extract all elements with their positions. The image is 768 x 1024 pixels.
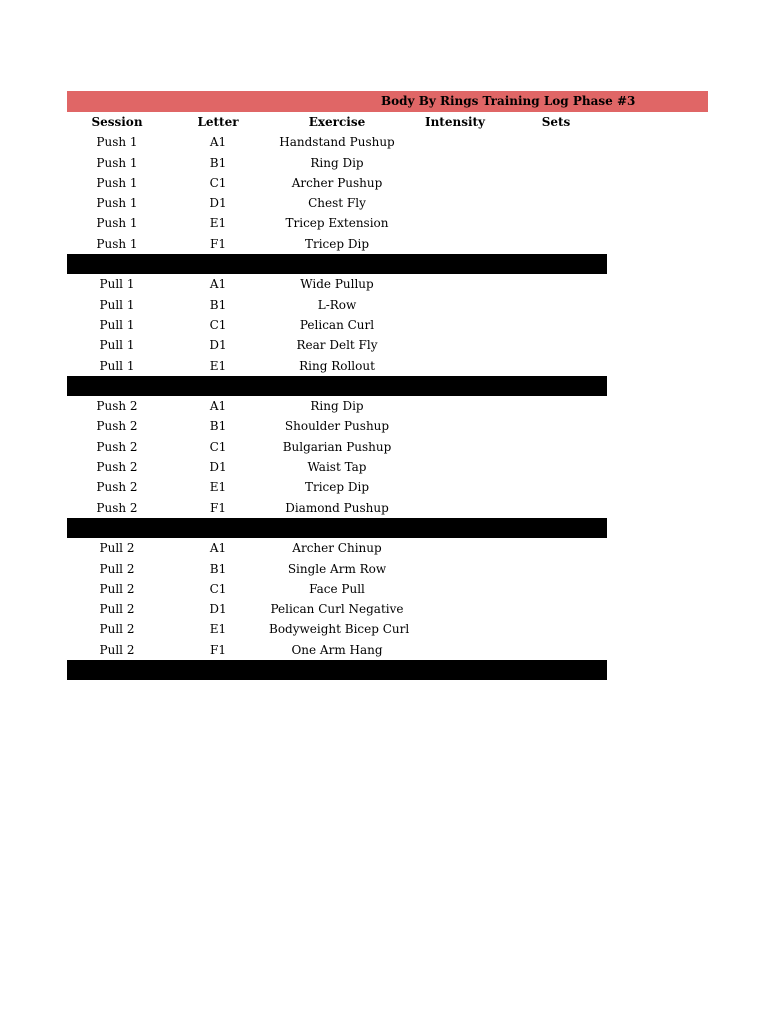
session-cell: Pull 2 <box>99 561 135 576</box>
table-row <box>67 356 607 376</box>
session-cell: Push 1 <box>96 196 138 211</box>
intensity-cell <box>405 416 505 436</box>
sets-cell <box>505 295 607 315</box>
table-row <box>67 477 607 497</box>
table-row <box>67 234 607 254</box>
letter-cell: C1 <box>209 439 227 454</box>
letter-cell: A1 <box>209 541 227 556</box>
block-separator <box>67 254 607 274</box>
letter-cell: B1 <box>209 419 227 434</box>
table-row <box>67 457 607 477</box>
session-cell: Push 2 <box>96 500 138 515</box>
exercise-cell: Pelican Curl Negative <box>270 602 404 617</box>
sets-cell <box>505 599 607 619</box>
sets-cell <box>505 335 607 355</box>
exercise-cell: Bodyweight Bicep Curl <box>269 622 410 637</box>
session-cell: Pull 2 <box>99 581 135 596</box>
exercise-cell: Rear Delt Fly <box>296 338 378 353</box>
session-cell: Push 1 <box>96 216 138 231</box>
exercise-cell: Shoulder Pushup <box>284 419 390 434</box>
intensity-cell <box>405 579 505 599</box>
sets-cell <box>505 132 607 152</box>
table-row <box>67 274 607 294</box>
session-cell: Pull 2 <box>99 541 135 556</box>
table-row <box>67 295 607 315</box>
exercise-cell: Diamond Pushup <box>285 500 389 515</box>
training-log-sheet <box>67 91 708 680</box>
table-row <box>67 315 607 335</box>
sets-cell <box>505 619 607 639</box>
table-row <box>67 396 607 416</box>
session-cell: Push 2 <box>96 439 138 454</box>
letter-cell: D1 <box>209 602 227 617</box>
intensity-cell <box>405 498 505 518</box>
intensity-cell <box>405 640 505 660</box>
session-cell: Push 2 <box>96 399 138 414</box>
table-row <box>67 437 607 457</box>
intensity-cell <box>405 234 505 254</box>
table-row <box>67 640 607 660</box>
letter-cell: E1 <box>209 480 227 495</box>
sets-cell <box>505 213 607 233</box>
sets-cell <box>505 457 607 477</box>
session-cell: Pull 1 <box>99 277 135 292</box>
sets-cell <box>505 234 607 254</box>
table-row <box>67 559 607 579</box>
sets-cell <box>505 173 607 193</box>
exercise-cell: One Arm Hang <box>291 642 383 657</box>
sets-cell <box>505 396 607 416</box>
intensity-cell <box>405 335 505 355</box>
session-cell: Push 1 <box>96 175 138 190</box>
title-bar <box>67 91 708 112</box>
letter-cell: D1 <box>209 338 227 353</box>
session-cell: Pull 2 <box>99 622 135 637</box>
sets-cell <box>505 559 607 579</box>
letter-cell: A1 <box>209 399 227 414</box>
sets-cell <box>505 315 607 335</box>
exercise-cell: Single Arm Row <box>287 561 387 576</box>
intensity-cell <box>405 153 505 173</box>
intensity-cell <box>405 315 505 335</box>
letter-cell: A1 <box>209 277 227 292</box>
letter-cell: B1 <box>209 561 227 576</box>
letter-cell: B1 <box>209 155 227 170</box>
letter-cell: D1 <box>209 460 227 475</box>
session-cell: Push 1 <box>96 155 138 170</box>
exercise-cell: Waist Tap <box>307 460 367 475</box>
session-cell: Push 1 <box>96 135 138 150</box>
sets-cell <box>505 498 607 518</box>
sets-cell <box>505 193 607 213</box>
intensity-cell <box>405 437 505 457</box>
intensity-cell <box>405 559 505 579</box>
intensity-cell <box>405 356 505 376</box>
letter-cell: C1 <box>209 175 227 190</box>
header-session: Session <box>91 115 143 129</box>
letter-cell: C1 <box>209 581 227 596</box>
session-cell: Pull 2 <box>99 602 135 617</box>
intensity-cell <box>405 599 505 619</box>
intensity-cell <box>405 457 505 477</box>
header-exercise: Exercise <box>308 115 366 129</box>
sets-cell <box>505 579 607 599</box>
intensity-cell <box>405 477 505 497</box>
sets-cell <box>505 274 607 294</box>
intensity-cell <box>405 619 505 639</box>
header-row <box>67 112 607 132</box>
intensity-cell <box>405 274 505 294</box>
table-row <box>67 335 607 355</box>
letter-cell: E1 <box>209 216 227 231</box>
header-intensity: Intensity <box>424 115 486 129</box>
table-row <box>67 599 607 619</box>
table-row <box>67 193 607 213</box>
sheet-title: Body By Rings Training Log Phase #3 <box>381 94 636 108</box>
exercise-cell: Handstand Pushup <box>279 135 395 150</box>
sets-cell <box>505 640 607 660</box>
exercise-cell: Archer Pushup <box>291 175 383 190</box>
session-cell: Push 1 <box>96 236 138 251</box>
exercise-cell: Face Pull <box>309 581 365 596</box>
exercise-cell: Wide Pullup <box>300 277 374 292</box>
sets-cell <box>505 538 607 558</box>
letter-cell: D1 <box>209 196 227 211</box>
letter-cell: F1 <box>210 236 226 251</box>
sets-cell <box>505 356 607 376</box>
exercise-cell: Bulgarian Pushup <box>282 439 392 454</box>
exercise-cell: Ring Rollout <box>299 358 375 373</box>
letter-cell: B1 <box>209 297 227 312</box>
intensity-cell <box>405 295 505 315</box>
exercise-cell: Ring Dip <box>310 399 364 414</box>
exercise-cell: Pelican Curl <box>299 317 375 332</box>
header-sets: Sets <box>541 115 571 129</box>
letter-cell: E1 <box>209 622 227 637</box>
table-row <box>67 619 607 639</box>
intensity-cell <box>405 396 505 416</box>
session-cell: Pull 2 <box>99 642 135 657</box>
exercise-cell: Chest Fly <box>308 196 366 211</box>
table-row <box>67 132 607 152</box>
intensity-cell <box>405 132 505 152</box>
exercise-cell: Tricep Dip <box>304 480 370 495</box>
session-cell: Pull 1 <box>99 317 135 332</box>
letter-cell: F1 <box>210 642 226 657</box>
session-cell: Pull 1 <box>99 338 135 353</box>
exercise-cell: Tricep Extension <box>285 216 389 231</box>
table-row <box>67 416 607 436</box>
exercise-cell: Ring Dip <box>310 155 364 170</box>
session-cell: Pull 1 <box>99 358 135 373</box>
sets-cell <box>505 153 607 173</box>
letter-cell: C1 <box>209 317 227 332</box>
sets-cell <box>505 416 607 436</box>
table-row <box>67 538 607 558</box>
sets-cell <box>505 477 607 497</box>
intensity-cell <box>405 173 505 193</box>
intensity-cell <box>405 538 505 558</box>
exercise-cell: Tricep Dip <box>304 236 370 251</box>
table-row <box>67 498 607 518</box>
table-row <box>67 173 607 193</box>
block-separator <box>67 376 607 396</box>
sets-cell <box>505 437 607 457</box>
table-row <box>67 213 607 233</box>
session-cell: Push 2 <box>96 460 138 475</box>
block-separator <box>67 660 607 680</box>
letter-cell: F1 <box>210 500 226 515</box>
intensity-cell <box>405 213 505 233</box>
table-row <box>67 579 607 599</box>
exercise-cell: Archer Chinup <box>292 541 382 556</box>
block-separator <box>67 518 607 538</box>
intensity-cell <box>405 193 505 213</box>
session-cell: Push 2 <box>96 419 138 434</box>
session-cell: Pull 1 <box>99 297 135 312</box>
exercise-cell: L-Row <box>317 297 357 312</box>
session-cell: Push 2 <box>96 480 138 495</box>
header-letter: Letter <box>197 115 239 129</box>
session-blocks <box>67 132 708 680</box>
letter-cell: E1 <box>209 358 227 373</box>
letter-cell: A1 <box>209 135 227 150</box>
table-row <box>67 153 607 173</box>
